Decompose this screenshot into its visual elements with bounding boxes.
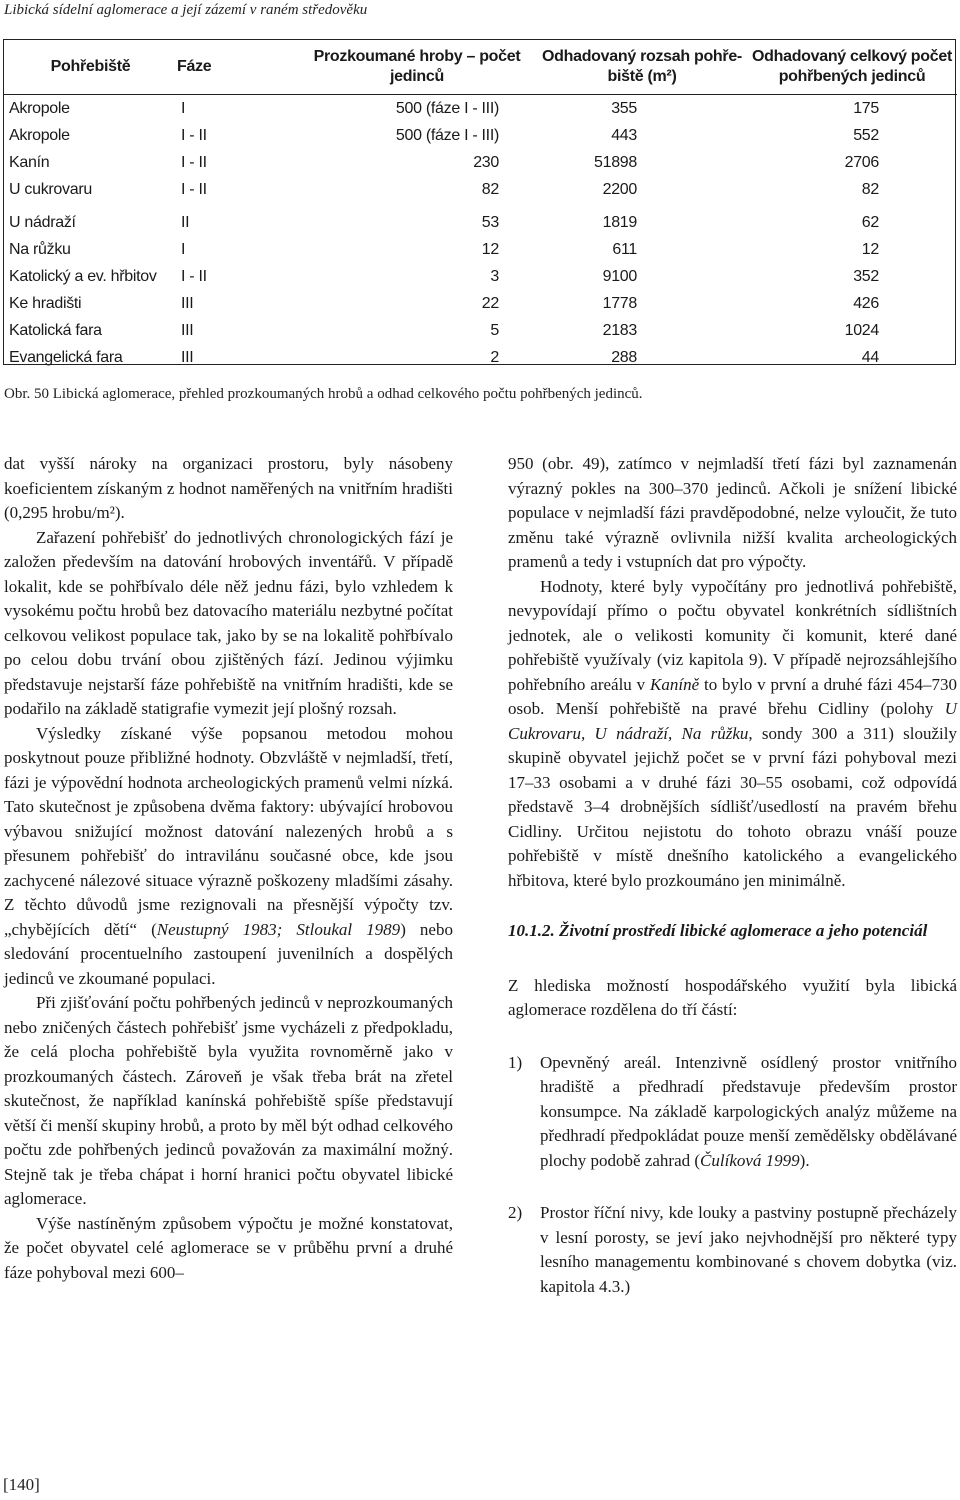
cell-site: Akropole [9, 99, 70, 117]
table-row [4, 263, 957, 290]
cell-graves: 12 [481, 240, 499, 258]
cell-graves: 5 [490, 321, 499, 339]
list-text: Prostor říční nivy, kde louky a pastviny postupně přecházely v lesní porosty, se jeví jako nejvhodnější pro některé typy lesního managementu kombinované s chovem dobytka (viz. kapitola 4.3.) [540, 1203, 957, 1296]
cell-phase: I - II [181, 126, 207, 144]
cell-area: 1819 [602, 213, 637, 231]
table-row [4, 317, 957, 344]
citation: Čulíková 1999 [700, 1150, 800, 1170]
cell-site: U nádraží [9, 213, 76, 231]
cell-site: Evangelická fara [9, 348, 123, 366]
cell-graves: 500 (fáze I - III) [395, 126, 499, 144]
paragraph-text: Hodnoty, které byly vypočítány pro jednotlivá pohřebiště, nevypovídají přímo o počtu obyvatel konkrétních sídlištních jednotek, ale o velikosti komunity či komunit, které dané pohřebiště využívaly (viz kapitola 9). V případě nejrozsáhlejšího pohřebního areálu v [508, 576, 957, 694]
cell-area: 355 [611, 99, 637, 117]
header-total: Odhadovaný celkový počet pohřbených jedinců [747, 40, 957, 95]
table-row [4, 149, 957, 176]
cell-site: Ke hradišti [9, 294, 82, 312]
paragraph: 950 (obr. 49), zatímco v nejmladší třetí fázi byl zaznamenán výrazný pokles na 300–370 jedinců. Ačkoli je snížení libické populace v nejmladší fázi pravděpodobné, nelze vyloučit, že tuto změnu také výrazně ovlivnila nižší kvalita archeologických pramenů a tedy i vstupních dat pro výpočty. [508, 454, 957, 571]
header-area: Odhadovaný rozsah pohře-biště (m²) [537, 40, 747, 95]
place-names: U Cukrovaru, U nádraží, Na růžku [508, 699, 957, 743]
paragraph-text: Výsledky získané výše popsanou metodou mohou poskytnout pouze přibližné hodnoty. Obzvláště v nejmladší, třetí, fázi je výpovědní hodnota archeologických pramenů velmi nízká. Tato skutečnost je způsobena dvěma faktory: ubývající hrobovou výbavou snižující možnost datování nalezených hrobů a s přesunem pohřebišť do intravilánu současné obce, kde jsou zachycené nálezové situace výrazně poškozeny mladšími zásahy. Z těchto důvodů jsme rezignovali na přesnější výpočty tzv. „chybějících dětí“ ( [4, 723, 453, 939]
paragraph-text: , sondy 300 a 311) sloužily skupině obyvatel jejichž počet se v první fázi pohyboval mezi 17–33 osobami a v druhé fázi 30–55 osobami, což odpovídá představě 3–4 drobnějších sídlišť/usedlostí na pravém břehu Cidliny. Určitou nejistotu do tohoto obrazu vnáší pouze pohřebiště v místě dnešního katolického a evangelického hřbitova, které bylo prozkoumáno jen minimálně. [508, 723, 957, 890]
cell-phase: III [181, 294, 194, 312]
data-table [4, 40, 957, 371]
cell-total: 1024 [844, 321, 879, 339]
figure-caption: Obr. 50 Libická aglomerace, přehled prozkoumaných hrobů a odhad celkového počtu pohřbených jedinců. [4, 386, 643, 402]
cell-phase: III [181, 321, 194, 339]
place-name: Kaníně [650, 674, 700, 694]
cell-area: 611 [612, 240, 637, 258]
cell-site: Katolická fara [9, 321, 102, 339]
cell-area: 51898 [594, 153, 637, 171]
cell-phase: I [181, 240, 186, 258]
cell-site: Na růžku [9, 240, 71, 258]
cell-total: 352 [853, 267, 879, 285]
cell-graves: 22 [481, 294, 499, 312]
cell-phase: I - II [181, 267, 207, 285]
left-column [4, 452, 453, 1285]
cell-phase: I [181, 99, 186, 117]
table-row [4, 290, 957, 317]
right-column [508, 452, 957, 1327]
cell-graves: 82 [481, 180, 499, 198]
cell-site: U cukrovaru [9, 180, 92, 198]
cell-graves: 2 [490, 348, 499, 366]
header-phase: Fáze [177, 40, 297, 95]
paragraph [4, 722, 453, 992]
paragraph: Při zjišťování počtu pohřbených jedinců v neprozkoumaných nebo zničených částech pohřebišť jsme vycházeli z předpokladu, že celá plocha pohřebiště byla využita rovnoměrně jako v prozkoumaných částech. Zároveň je však třeba brát na zřetel skutečnost, že například kanínská pohřebiště spíše představují větší či menší skupiny hrobů, a proto by měl být odhad celkového počtu zde pohřbených jedinců považován za maximální možný. Stejně tak je třeba chápat i horní hranici počtu obyvatel libické aglomerace. [4, 993, 453, 1208]
cell-site: Katolický a ev. hřbitov [9, 267, 157, 285]
cell-total: 426 [853, 294, 879, 312]
cell-phase: I - II [181, 180, 207, 198]
cell-site: Akropole [9, 126, 70, 144]
cell-area: 443 [611, 126, 637, 144]
list-item [508, 1201, 957, 1299]
section-heading: 10.1.2. Životní prostředí libické aglomerace a jeho potenciál [508, 921, 928, 940]
cell-total: 44 [861, 348, 879, 366]
cell-graves: 53 [481, 213, 499, 231]
table-row [4, 176, 957, 203]
cell-total: 82 [861, 180, 879, 198]
cell-area: 288 [611, 348, 637, 366]
table-header-row [4, 40, 957, 95]
cell-area: 2183 [602, 321, 637, 339]
table-row [4, 344, 957, 371]
list-number: 2) [508, 1203, 523, 1222]
cell-phase: I - II [181, 153, 207, 171]
citation: Neustupný 1983; Stloukal 1989 [156, 919, 401, 939]
cell-total: 62 [861, 213, 879, 231]
cell-total: 12 [861, 240, 879, 258]
paragraph: Z hlediska možností hospodářského využití byla libická aglomerace rozdělena do tří částí: [508, 975, 957, 1019]
cell-total: 2706 [844, 153, 879, 171]
table-row [4, 95, 957, 123]
header-graves: Prozkoumané hroby – počet jedinců [297, 40, 537, 95]
table-row [4, 236, 957, 263]
list-text: Opevněný areál. Intenzivně osídlený prostor vnitřního hradiště a předhradí představuje především prostor konsumpce. Na základě karpologických analýz můžeme na předhradí předpokládat pouze menší zemědělsky obdělávané plochy podobě zahrad ( [540, 1052, 957, 1170]
cell-total: 175 [853, 99, 879, 117]
cell-area: 1778 [602, 294, 637, 312]
table-row [4, 122, 957, 149]
cell-phase: III [181, 348, 194, 366]
cell-graves: 230 [473, 153, 499, 171]
paragraph-text: ) nebo sledování procentuelního zastoupení juvenilních a dospělých jedinců ve zkoumané populaci. [4, 919, 453, 988]
list-text-end: ). [799, 1150, 810, 1170]
list-item [508, 1051, 957, 1174]
paragraph: Zařazení pohřebišť do jednotlivých chronologických fází je založen především na datování hrobových inventářů. V případě lokalit, kde se pohřbívalo déle něž jednu fázi, bylo vzhledem k vysokému počtu hrobů bez datovacího materiálu nezbytné počítat celkovou velikost populace tak, jako by se na lokalitě pohřbívalo po celou dobu trvání obou zjištěných fází. Jedinou výjimku představuje nejstarší fáze pohřebiště na vnitřním hradišti, kde se podařilo na základě statigrafie vymezit její plošný rozsah. [4, 527, 453, 718]
cell-total: 552 [853, 126, 879, 144]
paragraph [508, 575, 957, 894]
cell-graves: 500 (fáze I - III) [395, 99, 499, 117]
cell-site: Kanín [9, 153, 50, 171]
cell-area: 2200 [602, 180, 637, 198]
cell-area: 9100 [602, 267, 637, 285]
page-number: [140] [3, 1475, 40, 1494]
paragraph-text: to bylo v první a druhé fázi 454–730 osob. Menší pohřebiště na pravé břehu Cidliny (polohy [508, 674, 958, 718]
running-head: Libická sídelní aglomerace a její zázemí v raném středověku [4, 2, 368, 18]
list-number: 1) [508, 1052, 523, 1072]
parts-list [508, 1051, 957, 1300]
table-row [4, 203, 957, 236]
header-site: Pohřebiště [4, 40, 177, 95]
paragraph: dat vyšší nároky na organizaci prostoru, byly násobeny koeficientem získaným z hodnot naměřených na vnitřním hradišti (0,295 hrobu/m²). [4, 454, 453, 522]
cell-phase: II [181, 213, 190, 231]
cell-graves: 3 [490, 267, 499, 285]
paragraph: Výše nastíněným způsobem výpočtu je možné konstatovat, že počet obyvatel celé aglomerace se v průběhu první a druhé fáze pohyboval mezi 600– [4, 1213, 453, 1282]
cemetery-table [3, 39, 956, 365]
